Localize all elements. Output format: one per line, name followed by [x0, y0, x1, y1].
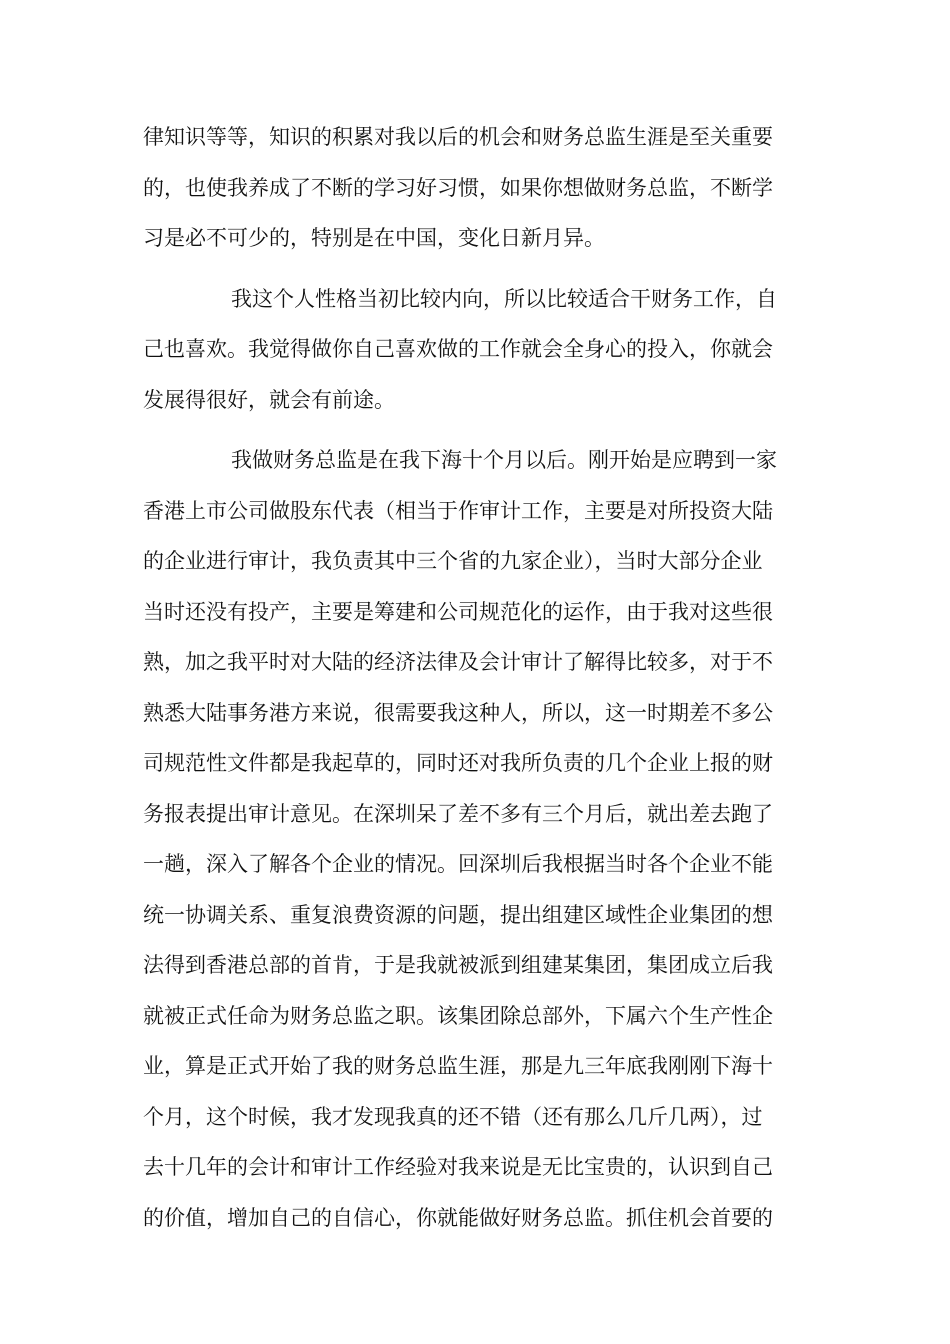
- text-line: 香港上市公司做股东代表（相当于作审计工作，主要是对所投资大陆: [143, 498, 773, 523]
- paragraph-3: [143, 435, 813, 1243]
- text-line: 一趟，深入了解各个企业的情况。回深圳后我根据当时各个企业不能: [143, 852, 773, 876]
- text-line: 我这个人性格当初比较内向，所以比较适合干财务工作，自: [231, 286, 777, 311]
- text-line: 个月，这个时候，我才发现我真的还不错（还有那么几斤几两），过: [143, 1104, 763, 1129]
- text-line: 去十几年的会计和审计工作经验对我来说是无比宝贵的，认识到自己: [143, 1155, 773, 1179]
- text-line: 法得到香港总部的首肯，于是我就被派到组建某集团，集团成立后我: [143, 953, 773, 977]
- text-line: 的，也使我养成了不断的学习好习惯，如果你想做财务总监，不断学: [143, 175, 773, 200]
- text-line: 司规范性文件都是我起草的，同时还对我所负责的几个企业上报的财: [143, 751, 773, 775]
- text-line: 习是必不可少的，特别是在中国，变化日新月异。: [143, 226, 605, 250]
- text-line: 的企业进行审计，我负责其中三个省的九家企业），当时大部分企业: [143, 549, 763, 573]
- paragraph-2: [143, 274, 813, 426]
- text-line: 统一协调关系、重复浪费资源的问题，提出组建区域性企业集团的想: [143, 902, 773, 927]
- paragraph-1: [143, 112, 813, 264]
- text-line: 就被正式任命为财务总监之职。该集团除总部外，下属六个生产性企: [143, 1003, 773, 1028]
- text-line: 业，算是正式开始了我的财务总监生涯，那是九三年底我刚刚下海十: [143, 1054, 773, 1078]
- text-line: 务报表提出审计意见。在深圳呆了差不多有三个月后，就出差去跑了: [143, 801, 773, 826]
- text-line: 己也喜欢。我觉得做你自己喜欢做的工作就会全身心的投入，你就会: [143, 337, 773, 361]
- text-line: 律知识等等，知识的积累对我以后的机会和财务总监生涯是至关重要: [143, 125, 773, 149]
- text-line: 熟，加之我平时对大陆的经济法律及会计审计了解得比较多，对于不: [143, 650, 773, 674]
- text-line: 我做财务总监是在我下海十个月以后。刚开始是应聘到一家: [231, 448, 777, 472]
- text-line: 发展得很好，就会有前途。: [143, 387, 395, 412]
- paragraph-gap: [143, 425, 813, 435]
- text-line: 熟悉大陆事务港方来说，很需要我这种人，所以，这一时期差不多公: [143, 700, 773, 725]
- text-line: 的价值，增加自己的自信心，你就能做好财务总监。抓住机会首要的: [143, 1205, 773, 1230]
- document-body: [143, 112, 813, 1243]
- text-line: 当时还没有投产，主要是筹建和公司规范化的运作，由于我对这些很: [143, 599, 773, 624]
- paragraph-gap: [143, 264, 813, 274]
